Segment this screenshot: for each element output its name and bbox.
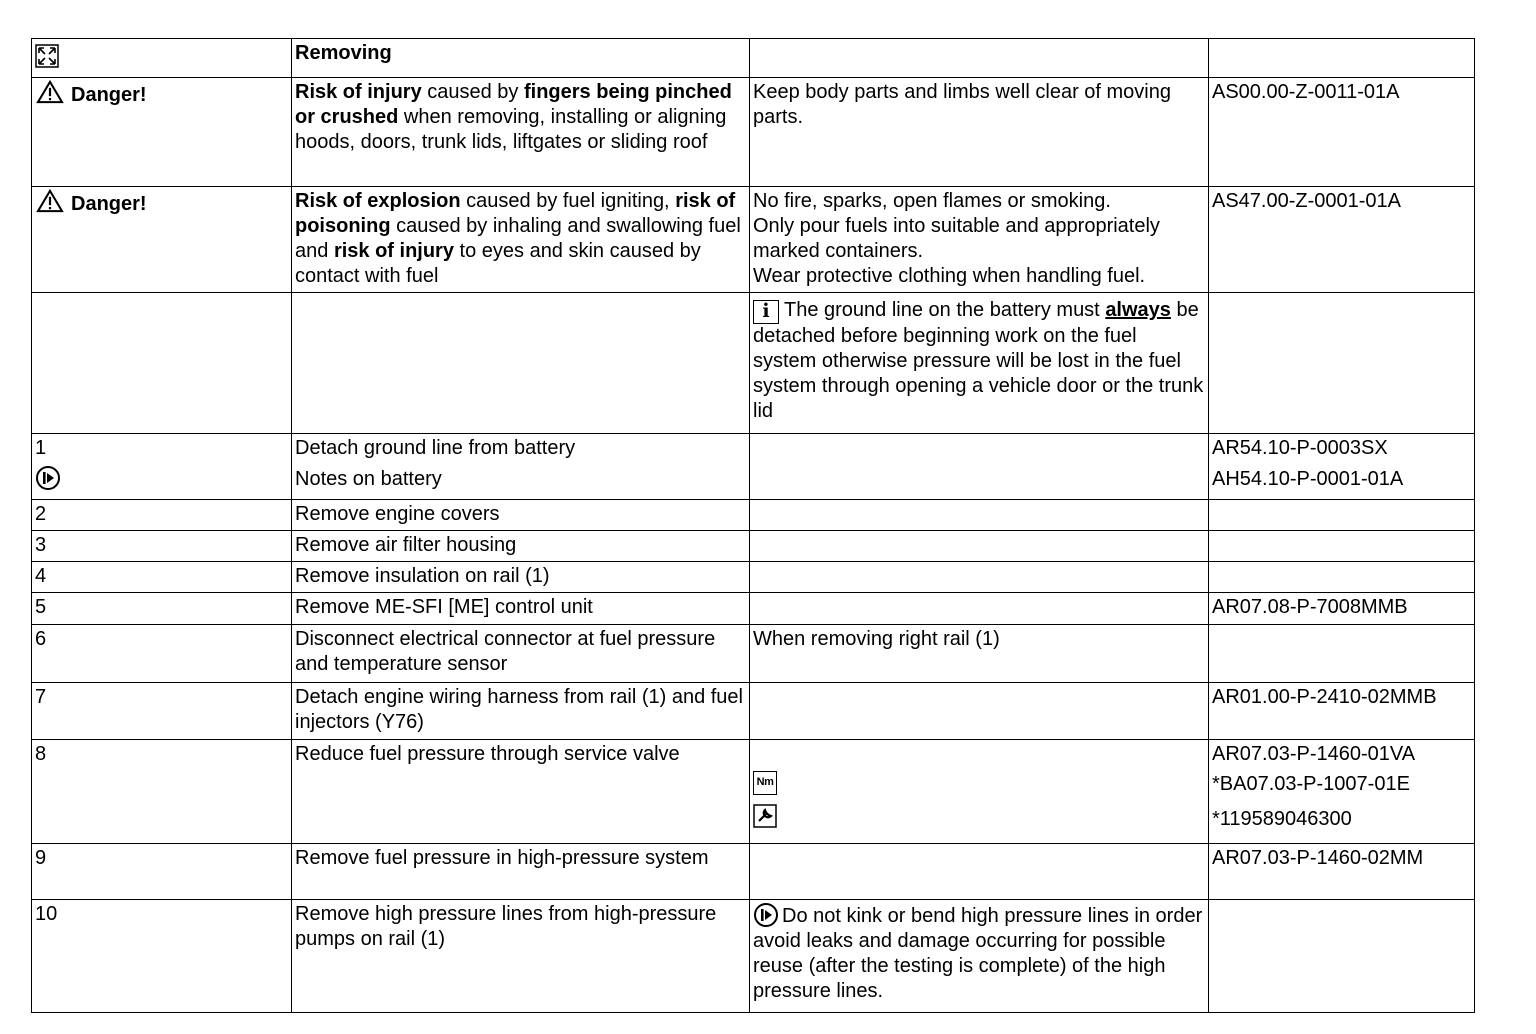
danger-row [32, 187, 1475, 293]
expand-arrows-icon [35, 44, 59, 68]
measure-line: Wear protective clothing when handling fuel. [753, 265, 1146, 287]
step-row [32, 593, 1475, 625]
step-text: Reduce fuel pressure through service valve [292, 740, 750, 844]
note-arrow-icon [753, 902, 779, 928]
step-note [750, 531, 1209, 562]
step-text: Detach ground line from battery Notes on battery [292, 434, 750, 500]
special-tool-icon [753, 804, 777, 828]
reference-link[interactable]: AS00.00-Z-0011-01A [1209, 78, 1475, 187]
step-note [750, 500, 1209, 531]
step-number: 1 [32, 434, 292, 500]
step-text: Remove fuel pressure in high-pressure system [292, 844, 750, 900]
step-text: Detach engine wiring harness from rail (1) and fuel injectors (Y76) [292, 683, 750, 740]
step-number: 10 [32, 900, 292, 1013]
step-note: Do not kink or bend high pressure lines in order avoid leaks and damage occurring for possible reuse (after the testing is complete) of the high pressure lines. [750, 900, 1209, 1013]
reference-link[interactable]: AR01.00-P-2410-02MMB [1209, 683, 1475, 740]
step-note [750, 740, 1209, 844]
step-row [32, 625, 1475, 683]
empty-cell [32, 293, 292, 434]
step-number: 6 [32, 625, 292, 683]
step-number: 9 [32, 844, 292, 900]
empty-cell [1209, 293, 1475, 434]
procedure-table [31, 38, 1475, 1013]
info-icon: i [753, 300, 779, 324]
reference-link[interactable]: AR07.03-P-1460-01VA *BA07.03-P-1007-01E *119589046300 [1209, 740, 1475, 844]
measure-line: No fire, sparks, open flames or smoking. [753, 190, 1111, 212]
reference-link[interactable]: AR07.03-P-1460-02MM [1209, 844, 1475, 900]
step-note [750, 683, 1209, 740]
step-row [32, 683, 1475, 740]
step-note [750, 593, 1209, 625]
info-row [32, 293, 1475, 434]
step-row [32, 740, 1475, 844]
info-note: i The ground line on the battery must always be detached before beginning work on the fuel system otherwise pressure will be lost in the fuel system through opening a vehicle door or the trunk lid [750, 293, 1209, 434]
reference-link[interactable]: AR54.10-P-0003SX AH54.10-P-0001-01A [1209, 434, 1475, 500]
emphasis-always: always [1105, 299, 1171, 321]
step-number: 2 [32, 500, 292, 531]
header-row [32, 39, 1475, 78]
danger-label-cell [32, 187, 292, 293]
header-empty-cell [1209, 39, 1475, 78]
step-row [32, 434, 1475, 500]
danger-row [32, 78, 1475, 187]
step-text: Remove insulation on rail (1) [292, 562, 750, 593]
step-text: Remove high pressure lines from high-pressure pumps on rail (1) [292, 900, 750, 1013]
safety-measure: Keep body parts and limbs well clear of moving parts. [750, 78, 1209, 187]
header-empty-cell [750, 39, 1209, 78]
warning-triangle-icon [35, 189, 65, 213]
reference-link [1209, 562, 1475, 593]
torque-nm-icon: Nm [753, 771, 777, 795]
step-row [32, 562, 1475, 593]
step-note [750, 434, 1209, 500]
danger-label: Danger! [71, 84, 147, 106]
risk-description: Risk of explosion caused by fuel igniting, risk of poisoning caused by inhaling and swallowing fuel and risk of injury to eyes and skin caused by contact with fuel [292, 187, 750, 293]
measure-line: Only pour fuels into suitable and appropriately marked containers. [753, 215, 1160, 262]
step-text: Disconnect electrical connector at fuel pressure and temperature sensor [292, 625, 750, 683]
warning-triangle-icon [35, 80, 65, 104]
step-text: Remove air filter housing [292, 531, 750, 562]
reference-link [1209, 531, 1475, 562]
risk-description: Risk of injury caused by fingers being pinched or crushed when removing, installing or aligning hoods, doors, trunk lids, liftgates or sliding roof [292, 78, 750, 187]
step-number: 8 [32, 740, 292, 844]
step-row [32, 844, 1475, 900]
note-arrow-icon [35, 465, 61, 491]
danger-label-cell [32, 78, 292, 187]
step-text: Remove engine covers [292, 500, 750, 531]
step-row [32, 900, 1475, 1013]
header-icon-cell [32, 39, 292, 78]
step-row [32, 500, 1475, 531]
step-note [750, 844, 1209, 900]
danger-label: Danger! [71, 193, 147, 215]
step-note [750, 562, 1209, 593]
step-row [32, 531, 1475, 562]
reference-link [1209, 625, 1475, 683]
step-number: 7 [32, 683, 292, 740]
step-text: Remove ME-SFI [ME] control unit [292, 593, 750, 625]
reference-link[interactable]: AR07.08-P-7008MMB [1209, 593, 1475, 625]
safety-measure [750, 187, 1209, 293]
reference-link [1209, 500, 1475, 531]
empty-cell [292, 293, 750, 434]
step-note: When removing right rail (1) [750, 625, 1209, 683]
reference-link[interactable]: AS47.00-Z-0001-01A [1209, 187, 1475, 293]
reference-link [1209, 900, 1475, 1013]
header-title: Removing [292, 39, 750, 78]
step-number: 4 [32, 562, 292, 593]
step-number: 5 [32, 593, 292, 625]
step-number: 3 [32, 531, 292, 562]
